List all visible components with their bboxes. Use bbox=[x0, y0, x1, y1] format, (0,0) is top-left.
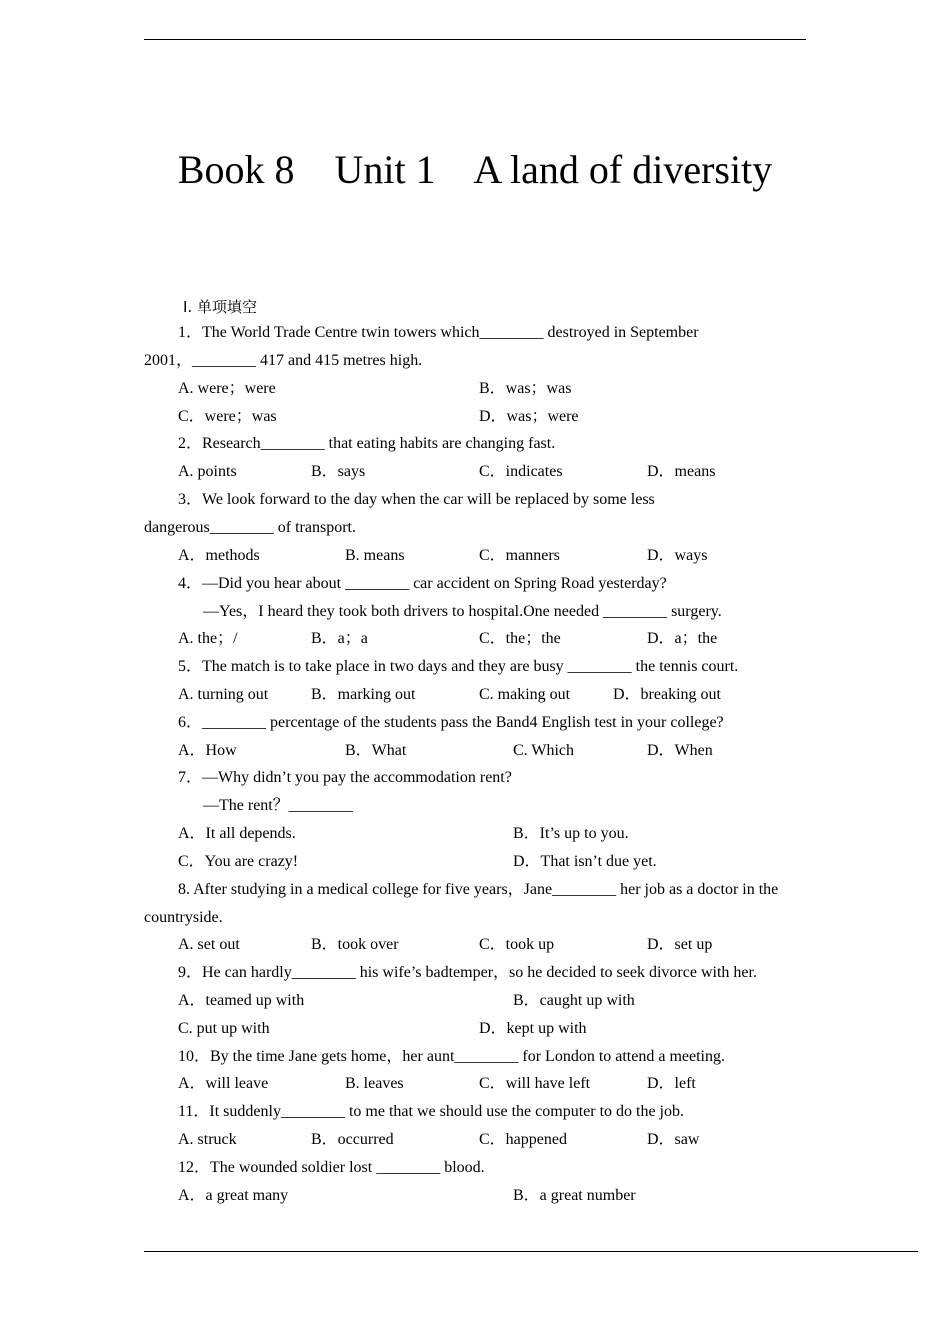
option-a: A. the；/ bbox=[178, 630, 238, 647]
question-stem: 3．We look forward to the day when the car will be replaced by some less bbox=[178, 491, 655, 508]
option-b: B. means bbox=[345, 547, 405, 564]
option-b: B．marking out bbox=[311, 686, 416, 703]
option-d: D．ways bbox=[647, 547, 708, 564]
option-d: D．That isn’t due yet. bbox=[513, 853, 657, 870]
option-b: B. leaves bbox=[345, 1075, 404, 1092]
footer-rule bbox=[144, 1251, 918, 1252]
option-b: B．It’s up to you. bbox=[513, 825, 629, 842]
option-a: A．methods bbox=[178, 547, 260, 564]
option-b: B．occurred bbox=[311, 1131, 394, 1148]
option-a: A．teamed up with bbox=[178, 992, 305, 1009]
option-a: A．It all depends. bbox=[178, 825, 296, 842]
question-stem-continued: —Yes，I heard they took both drivers to hospital.One needed ________ surgery. bbox=[203, 603, 722, 620]
option-c: C．the；the bbox=[479, 630, 561, 647]
question-stem: 6．________ percentage of the students pass the Band4 English test in your college? bbox=[178, 714, 724, 731]
option-c: C．will have left bbox=[479, 1075, 591, 1092]
option-c: C．took up bbox=[479, 936, 555, 953]
option-c: C．indicates bbox=[479, 463, 563, 480]
option-c: C．happened bbox=[479, 1131, 567, 1148]
section-heading: Ⅰ. 单项填空 bbox=[183, 298, 257, 316]
option-b: B．was；was bbox=[479, 380, 572, 397]
option-a: A. turning out bbox=[178, 686, 269, 703]
question-stem: 12．The wounded soldier lost ________ blood. bbox=[178, 1159, 485, 1176]
question-stem: 7．—Why didn’t you pay the accommodation rent? bbox=[178, 769, 512, 786]
option-c: C. put up with bbox=[178, 1020, 270, 1037]
option-d: D．saw bbox=[647, 1131, 700, 1148]
option-c: C. making out bbox=[479, 686, 571, 703]
option-d: D．was；were bbox=[479, 408, 579, 425]
option-a: A. struck bbox=[178, 1131, 237, 1148]
question-stem-continued: 2001，________ 417 and 415 metres high. bbox=[144, 352, 423, 369]
option-a: A．How bbox=[178, 742, 237, 759]
option-c: C．were；was bbox=[178, 408, 277, 425]
option-d: D．kept up with bbox=[479, 1020, 587, 1037]
option-c: C．You are crazy! bbox=[178, 853, 299, 870]
question-stem: 1．The World Trade Centre twin towers which________ destroyed in September bbox=[178, 324, 699, 341]
option-a: A．a great many bbox=[178, 1187, 289, 1204]
option-b: B．What bbox=[345, 742, 407, 759]
option-b: B．says bbox=[311, 463, 366, 480]
question-stem: 5．The match is to take place in two days and they are busy ________ the tennis court. bbox=[178, 658, 739, 675]
option-a: A. set out bbox=[178, 936, 240, 953]
question-stem-continued: dangerous________ of transport. bbox=[144, 519, 356, 536]
page-title: Book 8 Unit 1 A land of diversity bbox=[177, 147, 773, 192]
question-stem-continued: —The rent？________ bbox=[203, 797, 353, 814]
option-d: D．a；the bbox=[647, 630, 718, 647]
option-d: D．left bbox=[647, 1075, 696, 1092]
option-b: B．took over bbox=[311, 936, 399, 953]
option-a: A. were；were bbox=[178, 380, 276, 397]
question-stem: 11．It suddenly________ to me that we should use the computer to do the job. bbox=[178, 1103, 685, 1120]
option-d: D．means bbox=[647, 463, 716, 480]
option-c: C. Which bbox=[513, 742, 575, 759]
question-stem: 4．—Did you hear about ________ car accident on Spring Road yesterday? bbox=[178, 575, 667, 592]
question-stem: 8. After studying in a medical college for five years，Jane________ her job as a doctor in the bbox=[178, 881, 779, 898]
option-d: D．breaking out bbox=[613, 686, 721, 703]
option-d: D．set up bbox=[647, 936, 713, 953]
question-stem: 10．By the time Jane gets home，her aunt________ for London to attend a meeting. bbox=[178, 1048, 725, 1065]
option-b: B．a；a bbox=[311, 630, 368, 647]
question-stem: 9．He can hardly________ his wife’s badtemper，so he decided to seek divorce with her. bbox=[178, 964, 757, 981]
question-stem-continued: countryside. bbox=[144, 909, 223, 926]
option-a: A．will leave bbox=[178, 1075, 269, 1092]
option-b: B．a great number bbox=[513, 1187, 636, 1204]
option-c: C．manners bbox=[479, 547, 560, 564]
question-stem: 2．Research________ that eating habits are changing fast. bbox=[178, 435, 556, 452]
option-b: B．caught up with bbox=[513, 992, 635, 1009]
header-rule bbox=[144, 39, 806, 40]
option-d: D．When bbox=[647, 742, 713, 759]
option-a: A. points bbox=[178, 463, 237, 480]
